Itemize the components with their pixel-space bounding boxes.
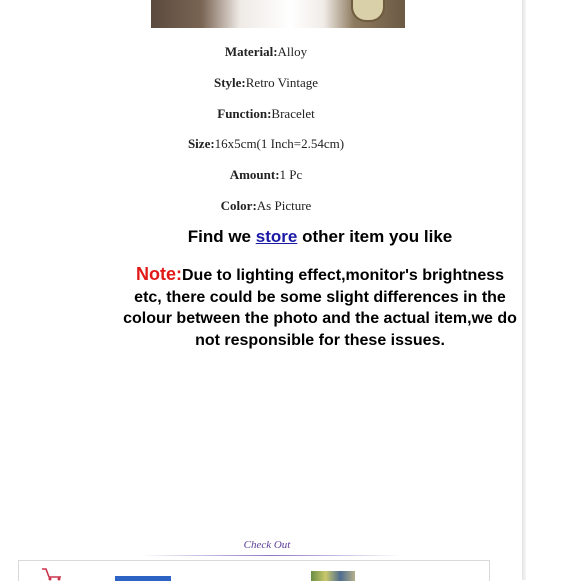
cart-icon[interactable] (41, 567, 65, 581)
product-photo (151, 0, 405, 28)
watch-icon (351, 0, 385, 22)
spec-style (0, 75, 532, 91)
spec-value: 1 Pc (279, 167, 303, 182)
note-label: Note: (135, 264, 182, 284)
spec-key: Function: (217, 106, 272, 121)
spec-value: Retro Vintage (245, 75, 319, 90)
spec-key: Size: (187, 136, 215, 151)
strip-banner-button[interactable] (115, 576, 171, 581)
bottom-product-strip (18, 560, 490, 581)
spec-size (0, 136, 532, 152)
spec-key: Material: (224, 44, 278, 59)
spec-amount (0, 167, 532, 183)
spec-value: Bracelet (271, 106, 315, 121)
store-promo-suffix: other item you like (302, 227, 453, 246)
spec-key: Amount: (229, 167, 280, 182)
spec-value: 16x5cm(1 Inch=2.54cm) (214, 136, 345, 151)
spec-key: Color: (220, 198, 257, 213)
store-promo-prefix: Find we (187, 227, 252, 246)
spec-color (0, 198, 532, 214)
spec-material (0, 44, 532, 60)
spec-key: Style: (213, 75, 246, 90)
spec-value: As Picture (256, 198, 312, 213)
check-out-link[interactable]: Check Out (243, 539, 291, 551)
color-disclaimer-note (122, 264, 518, 351)
spec-value: Alloy (277, 44, 308, 59)
check-out-divider (140, 555, 402, 556)
note-text: Due to lighting effect,monitor's brightness etc, there could be some slight differences in the colour between the photo and the actual item,we do not responsible for these issues. (123, 267, 517, 349)
store-promo-line (0, 227, 580, 247)
store-link[interactable]: store (255, 227, 298, 246)
spec-function (0, 106, 532, 122)
